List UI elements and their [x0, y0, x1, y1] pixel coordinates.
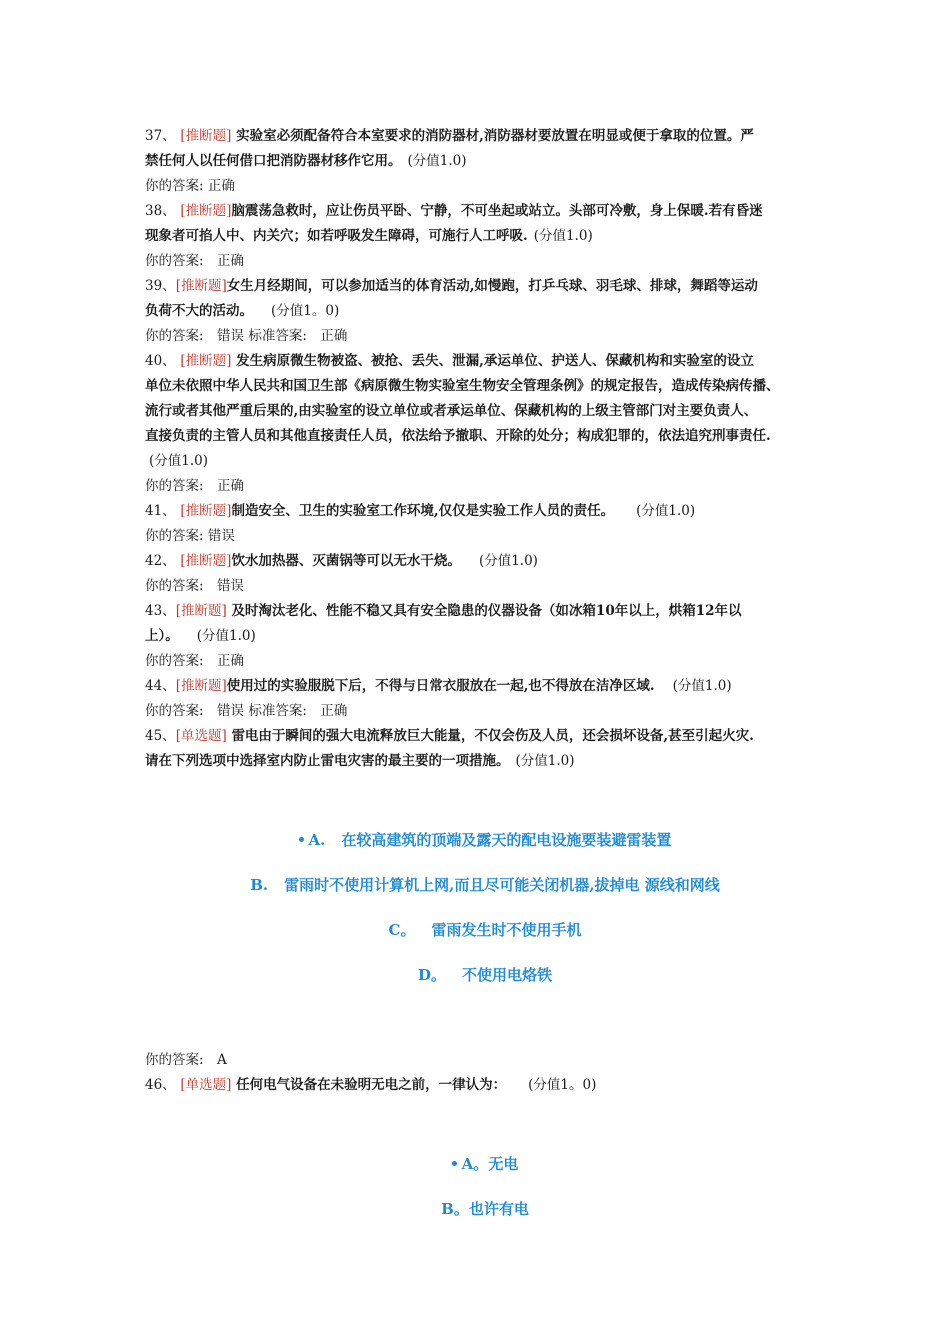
question-40-line-4: 直接负责的主管人员和其他直接责任人员，依法给予撤职、开除的处分；构成犯罪的，依法追究刑事责任.	[145, 428, 771, 444]
question-points: (分值1.0)	[149, 453, 209, 469]
question-45-line-2: 请在下列选项中选择室内防止雷电灾害的最主要的一项措施。 (分值1.0)	[145, 753, 575, 769]
question-40-line-3: 流行或者其他严重后果的,由实验室的设立单位或者承运单位、保藏机构的上级主管部门对主要负责人、	[145, 403, 758, 419]
question-42-answer: 你的答案: 错误	[145, 578, 245, 594]
question-points: (分值1.0)	[672, 678, 732, 694]
question-37-answer: 你的答案: 正确	[145, 178, 235, 194]
question-44-answer: 你的答案: 错误 标准答案: 正确	[145, 703, 348, 719]
question-39-line-2: 负荷不大的活动。 (分值1。0)	[145, 303, 340, 319]
question-type-tag: [推断题]	[180, 203, 232, 219]
question-type-tag: [推断题]	[175, 603, 227, 619]
question-40-line-2: 单位未依照中华人民共和国卫生部《病原微生物实验室生物安全管理条例》的规定报告，造成传染病传播、	[145, 378, 780, 394]
question-39-answer: 你的答案: 错误 标准答案: 正确	[145, 328, 348, 344]
question-45-options	[145, 818, 825, 998]
question-points: (分值1.0)	[515, 753, 575, 769]
question-type-tag: [推断题]	[180, 353, 232, 369]
question-type-tag: [推断题]	[175, 678, 227, 694]
question-type-tag: [推断题]	[180, 503, 232, 519]
option-a[interactable]: A. 在较高建筑的顶端及露天的配电设施要装避雷装置	[145, 818, 825, 863]
question-39-line-1: 39、[推断题]女生月经期间，可以参加适当的体育活动,如慢跑，打乒乓球、羽毛球、排球，舞蹈等运动	[145, 278, 758, 294]
option-a[interactable]: A。无电	[145, 1142, 825, 1187]
question-45-answer: 你的答案: A	[145, 1052, 227, 1068]
question-type-tag: [推断题]	[175, 278, 227, 294]
question-43-line-1: 43、[推断题] 及时淘汰老化、性能不稳又具有安全隐患的仪器设备（如冰箱10年以上，烘箱12年以	[145, 603, 742, 619]
question-type-tag: [单选题]	[175, 728, 227, 744]
selected-bullet-icon	[452, 1161, 457, 1166]
question-points: (分值1.0)	[407, 153, 467, 169]
question-points: (分值1.0)	[636, 503, 696, 519]
question-38-line-2: 现象者可掐人中、内关穴；如若呼吸发生障碍，可施行人工呼吸. (分值1.0)	[145, 228, 593, 244]
question-40-answer: 你的答案: 正确	[145, 478, 245, 494]
question-points: (分值1。0)	[528, 1077, 597, 1093]
question-points: (分值1。0)	[271, 303, 340, 319]
question-points: (分值1.0)	[196, 628, 256, 644]
question-45-line-1: 45、[单选题] 雷电由于瞬间的强大电流释放巨大能量，不仅会伤及人员，还会损坏设备,甚至引起火灾.	[145, 728, 754, 744]
question-43-line-2: 上）。 (分值1.0)	[145, 628, 256, 644]
option-c[interactable]: C。 雷雨发生时不使用手机	[388, 921, 582, 939]
question-list	[145, 124, 825, 1232]
question-type-tag: [推断题]	[180, 553, 232, 569]
option-b[interactable]: B。也许有电	[441, 1200, 529, 1218]
question-43-answer: 你的答案: 正确	[145, 653, 245, 669]
selected-bullet-icon	[299, 837, 304, 842]
option-d[interactable]: D。 不使用电烙铁	[417, 966, 553, 984]
question-38-answer: 你的答案: 正确	[145, 253, 245, 269]
question-type-tag: [推断题]	[180, 128, 232, 144]
option-b[interactable]: B. 雷雨时不使用计算机上网,而且尽可能关闭机器,拔掉电 源线和网线	[250, 876, 720, 894]
question-37-line-2: 禁任何人以任何借口把消防器材移作它用。 (分值1.0)	[145, 153, 467, 169]
question-46-options	[145, 1142, 825, 1232]
question-41-line-1: 41、 [推断题]制造安全、卫生的实验室工作环境,仅仅是实验工作人员的责任。 (分值1.0)	[145, 503, 696, 519]
question-42-line-1: 42、 [推断题]饮水加热器、灭菌锅等可以无水干烧。 (分值1.0)	[145, 553, 538, 569]
question-points: (分值1.0)	[478, 553, 538, 569]
question-40-line-1: 40、 [推断题] 发生病原微生物被盗、被抢、丢失、泄漏,承运单位、护送人、保藏机构和实验室的设立	[145, 353, 754, 369]
question-46-line-1: 46、 [单选题] 任何电气设备在未验明无电之前，一律认为： (分值1。0)	[145, 1077, 597, 1093]
question-points: (分值1.0)	[533, 228, 593, 244]
question-type-tag: [单选题]	[180, 1077, 232, 1093]
question-44-line-1: 44、[推断题]使用过的实验服脱下后，不得与日常衣服放在一起,也不得放在洁净区域. (分值1.0)	[145, 678, 732, 694]
question-38-line-1: 38、 [推断题]脑震荡急救时，应让伤员平卧、宁静，不可坐起或站立。头部可冷敷，身上保暖.若有昏迷	[145, 203, 763, 219]
question-37-line-1: 37、 [推断题] 实验室必须配备符合本室要求的消防器材,消防器材要放置在明显或便于拿取的位置。严	[145, 128, 754, 144]
question-41-answer: 你的答案: 错误	[145, 528, 235, 544]
